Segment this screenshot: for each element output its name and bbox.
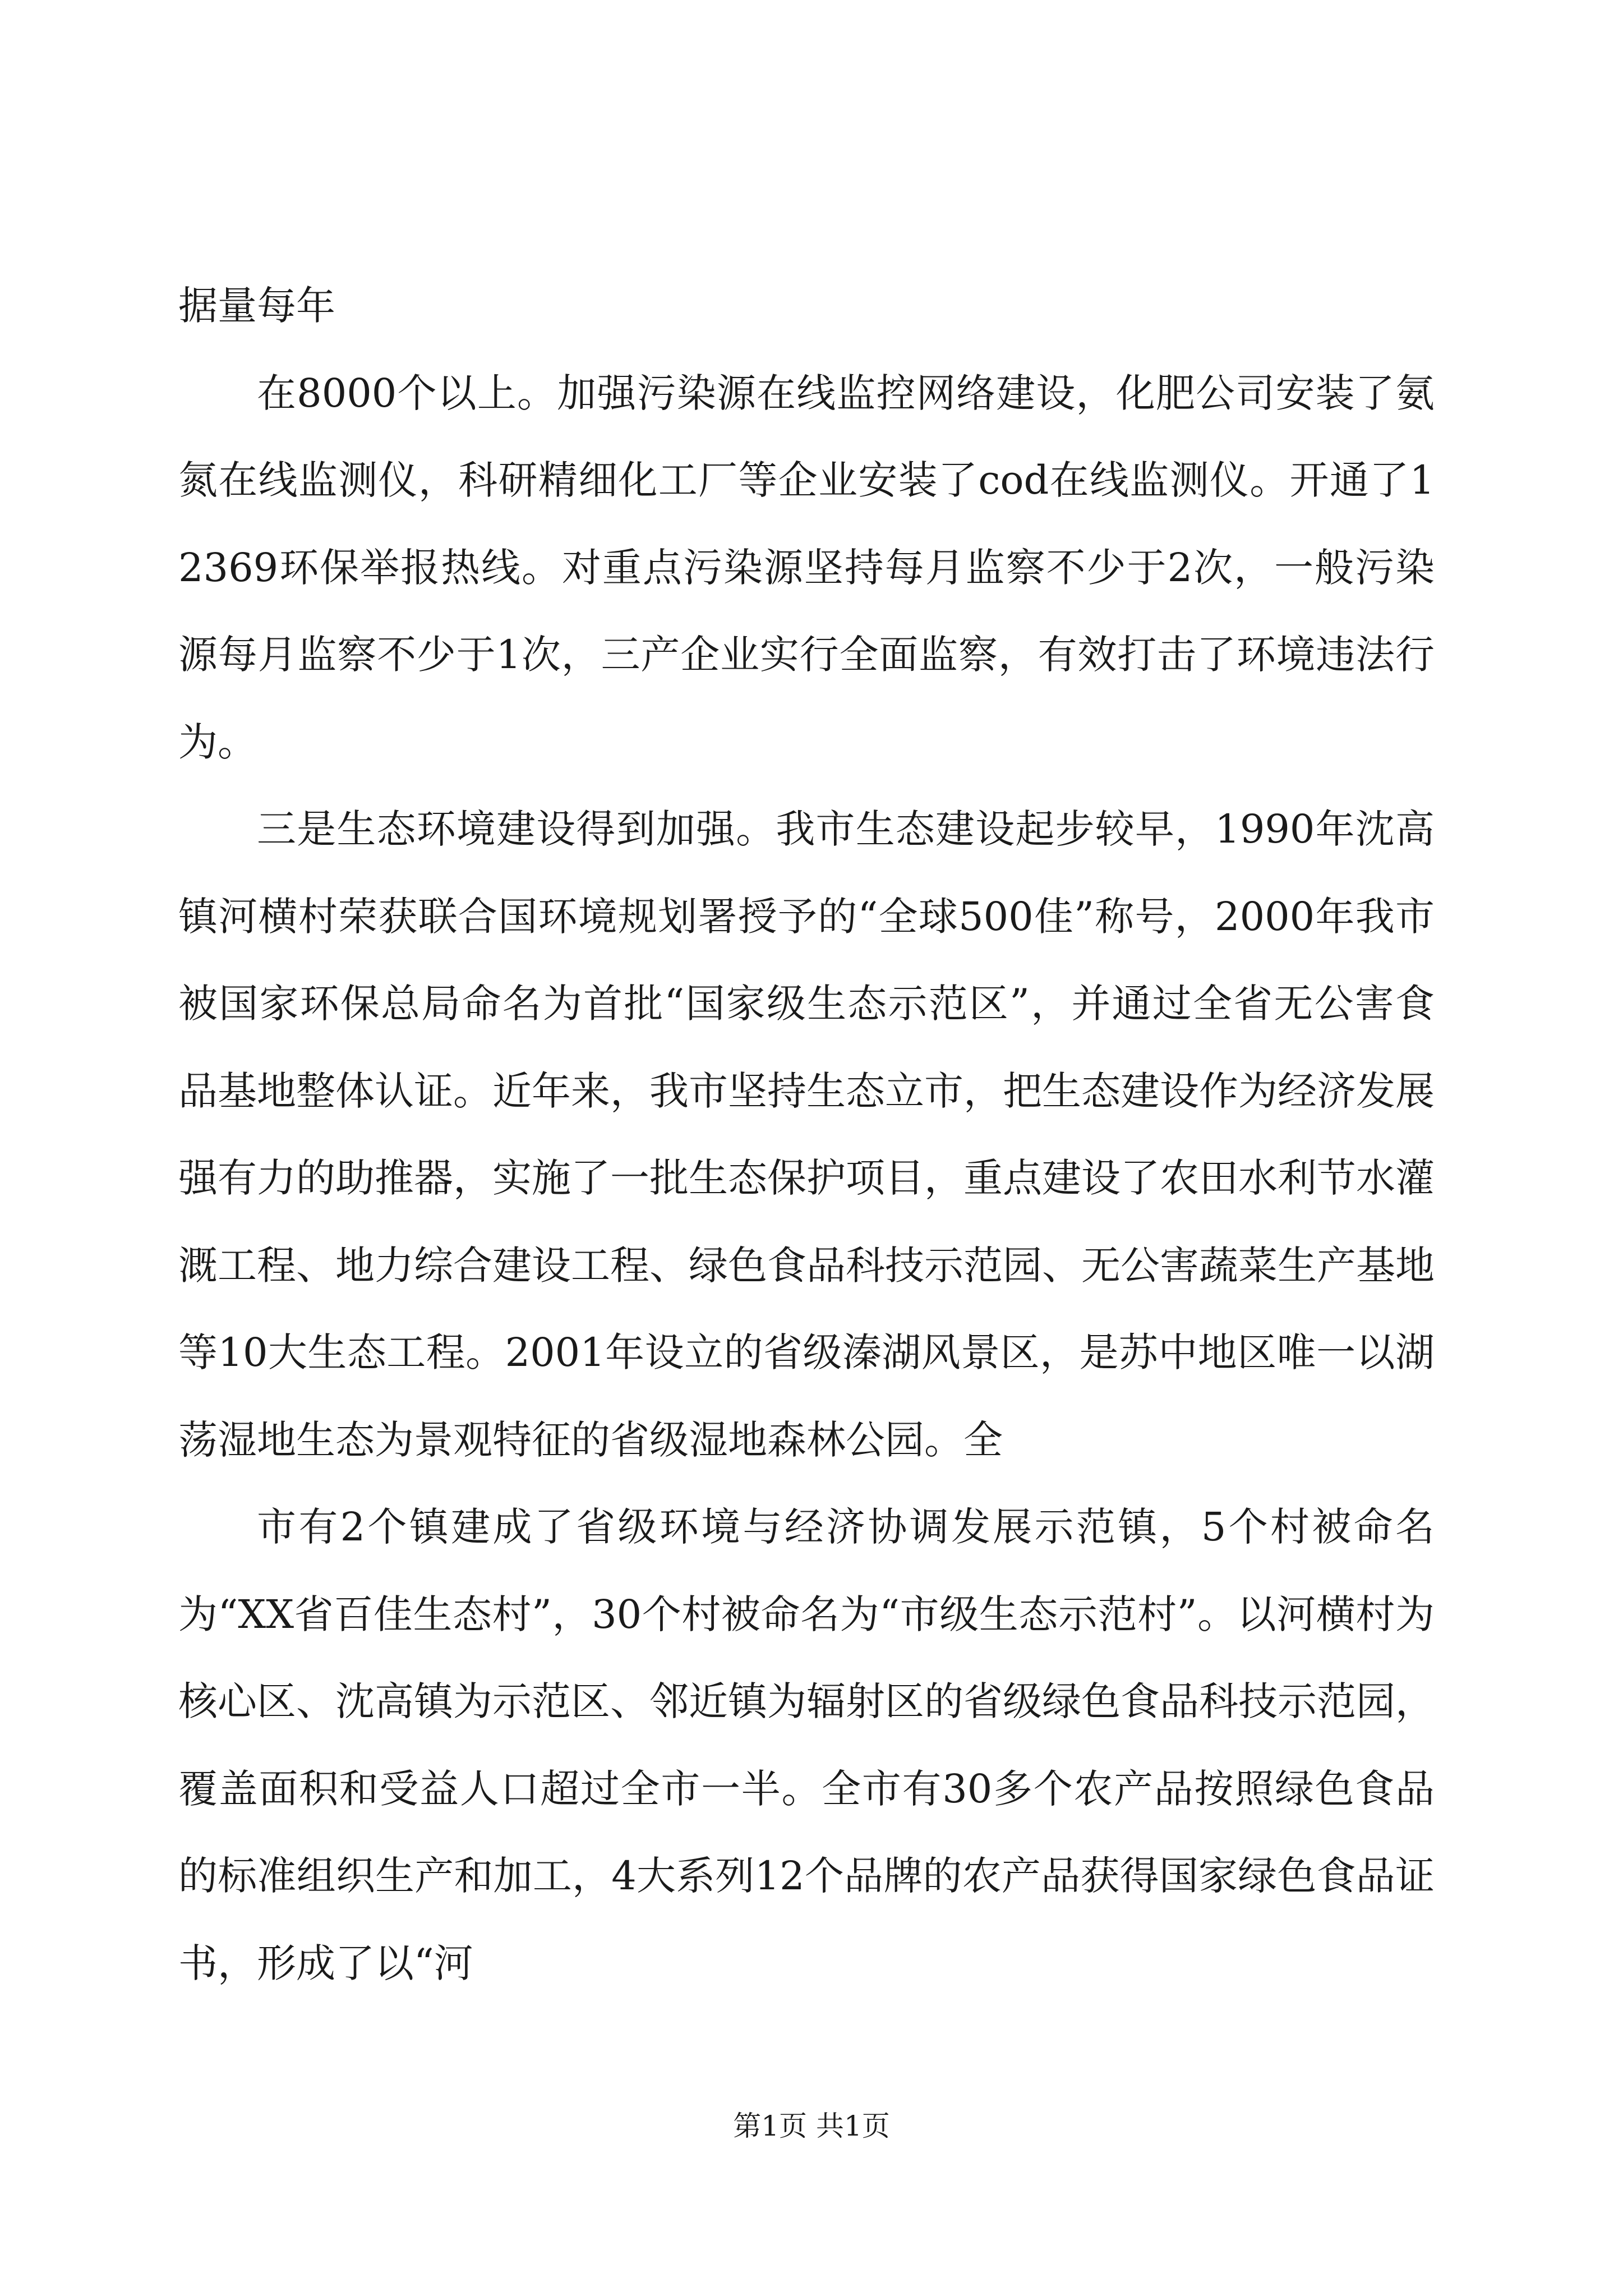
paragraph-4: 市有2个镇建成了省级环境与经济协调发展示范镇，5个村被命名为“XX省百佳生态村”，30个村被命名为“市级生态示范村”。以河横村为核心区、沈高镇为示范区、邻近镇为辐射区的省级绿色食品科技示范园，覆盖面积和受益人口超过全市一半。全市有30多个农产品按照绿色食品的标准组织生产和加工，4大系列12个品牌的农产品获得国家绿色食品证书，形成了以“河 (178, 1504, 1435, 1986)
paragraph-1: 据量每年 (178, 283, 335, 329)
paragraph-2: 在8000个以上。加强污染源在线监控网络建设，化肥公司安装了氨氮在线监测仪，科研精细化工厂等企业安装了cod在线监测仪。开通了12369环保举报热线。对重点污染源坚持每月监察不少于2次，一般污染源每月监察不少于1次，三产企业实行全面监察，有效打击了环境违法行为。 (178, 370, 1435, 765)
paragraph-3: 三是生态环境建设得到加强。我市生态建设起步较早，1990年沈高镇河横村荣获联合国环境规划署授予的“全球500佳”称号，2000年我市被国家环保总局命名为首批“国家级生态示范区”，并通过全省无公害食品基地整体认证。近年来，我市坚持生态立市，把生态建设作为经济发展强有力的助推器，实施了一批生态保护项目，重点建设了农田水利节水灌溉工程、地力综合建设工程、绿色食品科技示范园、无公害蔬菜生产基地等10大生态工程。2001年设立的省级溱湖风景区，是苏中地区唯一以湖荡湿地生态为景观特征的省级湿地森林公园。全 (178, 806, 1435, 1463)
document-body (178, 263, 1435, 2007)
page-footer: 第1页 共1页 (733, 2110, 890, 2142)
